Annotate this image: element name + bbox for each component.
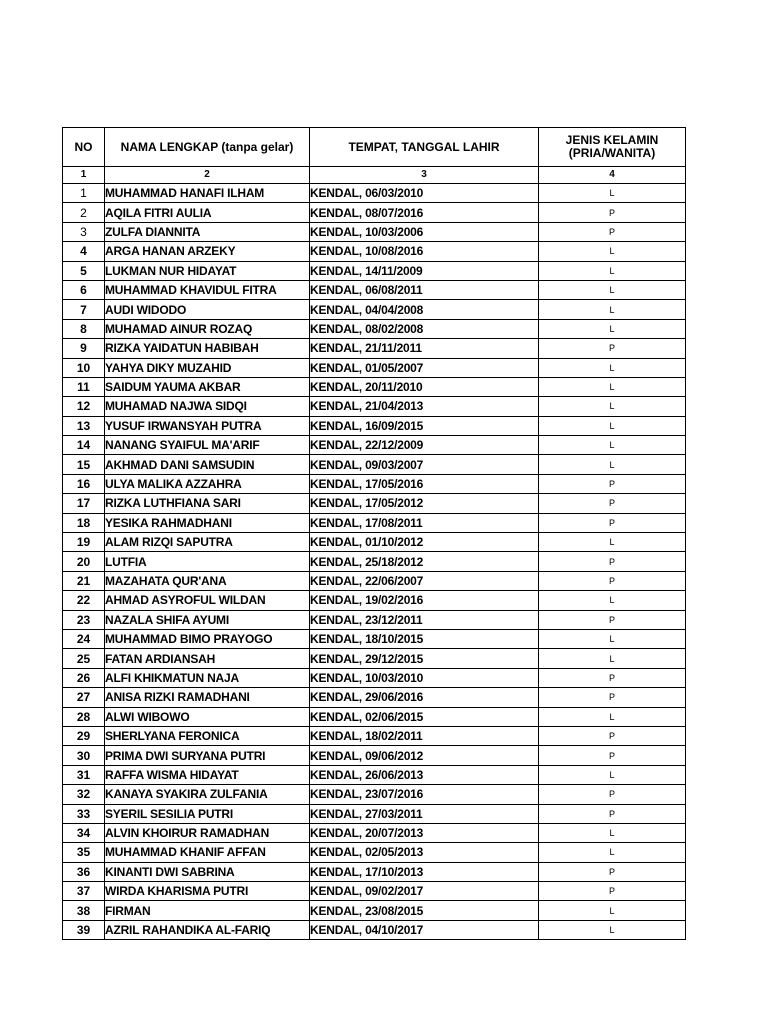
table-row: [63, 280, 686, 299]
table-row: [63, 629, 686, 648]
header-row: [63, 128, 686, 167]
table-row: [63, 203, 686, 222]
table-row: [63, 533, 686, 552]
student-name: AZRIL RAHANDIKA AL-FARIQ: [105, 920, 310, 939]
gender: P: [539, 785, 686, 804]
column-number: 2: [105, 167, 310, 184]
student-name: PRIMA DWI SURYANA PUTRI: [105, 746, 310, 765]
table-row: [63, 358, 686, 377]
header-gender-line1: JENIS KELAMIN: [565, 133, 659, 147]
student-name: AQILA FITRI AULIA: [105, 203, 310, 222]
table-row: [63, 726, 686, 745]
student-name: RIZKA LUTHFIANA SARI: [105, 494, 310, 513]
table-row: [63, 765, 686, 784]
birth-place-date: KENDAL, 01/10/2012: [310, 533, 539, 552]
table-row: [63, 494, 686, 513]
birth-place-date: KENDAL, 18/02/2011: [310, 726, 539, 745]
header-name: NAMA LENGKAP (tanpa gelar): [105, 128, 310, 167]
gender: L: [539, 707, 686, 726]
row-number: 15: [63, 455, 105, 474]
table-row: [63, 397, 686, 416]
gender: P: [539, 474, 686, 493]
table-row: [63, 823, 686, 842]
birth-place-date: KENDAL, 20/11/2010: [310, 377, 539, 396]
table-row: [63, 843, 686, 862]
birth-place-date: KENDAL, 08/07/2016: [310, 203, 539, 222]
student-name: YAHYA DIKY MUZAHID: [105, 358, 310, 377]
student-name: KINANTI DWI SABRINA: [105, 862, 310, 881]
student-name: ALWI WIBOWO: [105, 707, 310, 726]
table-row: [63, 261, 686, 280]
birth-place-date: KENDAL, 09/02/2017: [310, 882, 539, 901]
birth-place-date: KENDAL, 23/07/2016: [310, 785, 539, 804]
row-number: 28: [63, 707, 105, 726]
gender: P: [539, 513, 686, 532]
birth-place-date: KENDAL, 02/06/2015: [310, 707, 539, 726]
birth-place-date: KENDAL, 22/06/2007: [310, 571, 539, 590]
table-row: [63, 455, 686, 474]
gender: L: [539, 591, 686, 610]
birth-place-date: KENDAL, 01/05/2007: [310, 358, 539, 377]
header-birth: TEMPAT, TANGGAL LAHIR: [310, 128, 539, 167]
table-row: [63, 319, 686, 338]
gender: P: [539, 610, 686, 629]
gender: P: [539, 203, 686, 222]
student-name: KANAYA SYAKIRA ZULFANIA: [105, 785, 310, 804]
gender: L: [539, 901, 686, 920]
student-name: FATAN ARDIANSAH: [105, 649, 310, 668]
student-name: ALAM RIZQI SAPUTRA: [105, 533, 310, 552]
gender: P: [539, 746, 686, 765]
student-name: LUTFIA: [105, 552, 310, 571]
header-no: NO: [63, 128, 105, 167]
birth-place-date: KENDAL, 10/08/2016: [310, 242, 539, 261]
student-name: YUSUF IRWANSYAH PUTRA: [105, 416, 310, 435]
column-number: 1: [63, 167, 105, 184]
table-row: [63, 688, 686, 707]
student-name: WIRDA KHARISMA PUTRI: [105, 882, 310, 901]
gender: L: [539, 533, 686, 552]
student-name: SYERIL SESILIA PUTRI: [105, 804, 310, 823]
table-row: [63, 804, 686, 823]
table-row: [63, 668, 686, 687]
row-number: 17: [63, 494, 105, 513]
row-number: 1: [63, 184, 105, 203]
birth-place-date: KENDAL, 18/10/2015: [310, 629, 539, 648]
table-row: [63, 882, 686, 901]
row-number: 22: [63, 591, 105, 610]
table-row: [63, 707, 686, 726]
table-row: [63, 862, 686, 881]
student-name: AHMAD ASYROFUL WILDAN: [105, 591, 310, 610]
student-name: FIRMAN: [105, 901, 310, 920]
row-number: 36: [63, 862, 105, 881]
gender: P: [539, 494, 686, 513]
gender: P: [539, 552, 686, 571]
student-name: MUHAMAD AINUR ROZAQ: [105, 319, 310, 338]
birth-place-date: KENDAL, 14/11/2009: [310, 261, 539, 280]
row-number: 31: [63, 765, 105, 784]
row-number: 2: [63, 203, 105, 222]
birth-place-date: KENDAL, 29/12/2015: [310, 649, 539, 668]
table-row: [63, 436, 686, 455]
student-name: AUDI WIDODO: [105, 300, 310, 319]
birth-place-date: KENDAL, 02/05/2013: [310, 843, 539, 862]
student-name: MUHAMAD NAJWA SIDQI: [105, 397, 310, 416]
gender: L: [539, 319, 686, 338]
birth-place-date: KENDAL, 09/03/2007: [310, 455, 539, 474]
row-number: 24: [63, 629, 105, 648]
gender: P: [539, 668, 686, 687]
row-number: 23: [63, 610, 105, 629]
gender: L: [539, 242, 686, 261]
row-number: 37: [63, 882, 105, 901]
birth-place-date: KENDAL, 10/03/2010: [310, 668, 539, 687]
table-row: [63, 901, 686, 920]
gender: L: [539, 184, 686, 203]
gender: L: [539, 416, 686, 435]
birth-place-date: KENDAL, 04/10/2017: [310, 920, 539, 939]
birth-place-date: KENDAL, 17/05/2016: [310, 474, 539, 493]
birth-place-date: KENDAL, 21/11/2011: [310, 339, 539, 358]
gender: L: [539, 261, 686, 280]
student-name: MAZAHATA QUR'ANA: [105, 571, 310, 590]
row-number: 38: [63, 901, 105, 920]
table-row: [63, 377, 686, 396]
gender: L: [539, 300, 686, 319]
birth-place-date: KENDAL, 21/04/2013: [310, 397, 539, 416]
student-name: YESIKA RAHMADHANI: [105, 513, 310, 532]
gender: P: [539, 571, 686, 590]
gender: P: [539, 804, 686, 823]
gender: L: [539, 629, 686, 648]
row-number: 26: [63, 668, 105, 687]
table-row: [63, 552, 686, 571]
column-number-row: [63, 167, 686, 184]
row-number: 13: [63, 416, 105, 435]
gender: L: [539, 765, 686, 784]
column-number: 4: [539, 167, 686, 184]
birth-place-date: KENDAL, 08/02/2008: [310, 319, 539, 338]
row-number: 7: [63, 300, 105, 319]
table-row: [63, 920, 686, 939]
table-row: [63, 300, 686, 319]
table-row: [63, 222, 686, 241]
table-row: [63, 416, 686, 435]
row-number: 10: [63, 358, 105, 377]
student-name: LUKMAN NUR HIDAYAT: [105, 261, 310, 280]
gender: L: [539, 649, 686, 668]
gender: P: [539, 862, 686, 881]
gender: P: [539, 688, 686, 707]
student-name: NAZALA SHIFA AYUMI: [105, 610, 310, 629]
gender: L: [539, 823, 686, 842]
row-number: 25: [63, 649, 105, 668]
gender: L: [539, 455, 686, 474]
row-number: 12: [63, 397, 105, 416]
birth-place-date: KENDAL, 06/03/2010: [310, 184, 539, 203]
header-gender: [539, 128, 686, 167]
birth-place-date: KENDAL, 04/04/2008: [310, 300, 539, 319]
table-row: [63, 649, 686, 668]
row-number: 3: [63, 222, 105, 241]
row-number: 11: [63, 377, 105, 396]
table-row: [63, 746, 686, 765]
row-number: 33: [63, 804, 105, 823]
birth-place-date: KENDAL, 06/08/2011: [310, 280, 539, 299]
table-row: [63, 339, 686, 358]
row-number: 30: [63, 746, 105, 765]
gender: P: [539, 339, 686, 358]
student-name: SHERLYANA FERONICA: [105, 726, 310, 745]
student-name: ARGA HANAN ARZEKY: [105, 242, 310, 261]
birth-place-date: KENDAL, 16/09/2015: [310, 416, 539, 435]
birth-place-date: KENDAL, 17/05/2012: [310, 494, 539, 513]
row-number: 18: [63, 513, 105, 532]
row-number: 39: [63, 920, 105, 939]
row-number: 21: [63, 571, 105, 590]
table-row: [63, 571, 686, 590]
birth-place-date: KENDAL, 09/06/2012: [310, 746, 539, 765]
birth-place-date: KENDAL, 27/03/2011: [310, 804, 539, 823]
row-number: 14: [63, 436, 105, 455]
row-number: 34: [63, 823, 105, 842]
row-number: 35: [63, 843, 105, 862]
student-name: ALFI KHIKMATUN NAJA: [105, 668, 310, 687]
gender: P: [539, 222, 686, 241]
student-name: MUHAMMAD KHANIF AFFAN: [105, 843, 310, 862]
gender: L: [539, 377, 686, 396]
table-row: [63, 591, 686, 610]
row-number: 4: [63, 242, 105, 261]
gender: P: [539, 726, 686, 745]
row-number: 8: [63, 319, 105, 338]
student-name: ALVIN KHOIRUR RAMADHAN: [105, 823, 310, 842]
student-name: ANISA RIZKI RAMADHANI: [105, 688, 310, 707]
student-name: NANANG SYAIFUL MA'ARIF: [105, 436, 310, 455]
gender: L: [539, 843, 686, 862]
birth-place-date: KENDAL, 19/02/2016: [310, 591, 539, 610]
birth-place-date: KENDAL, 10/03/2006: [310, 222, 539, 241]
student-name: ZULFA DIANNITA: [105, 222, 310, 241]
table-row: [63, 610, 686, 629]
row-number: 16: [63, 474, 105, 493]
row-number: 5: [63, 261, 105, 280]
table-row: [63, 785, 686, 804]
roster-body: [63, 184, 686, 940]
gender: L: [539, 436, 686, 455]
table-row: [63, 184, 686, 203]
row-number: 6: [63, 280, 105, 299]
table-row: [63, 474, 686, 493]
birth-place-date: KENDAL, 29/06/2016: [310, 688, 539, 707]
student-name: MUHAMMAD HANAFI ILHAM: [105, 184, 310, 203]
row-number: 29: [63, 726, 105, 745]
row-number: 20: [63, 552, 105, 571]
birth-place-date: KENDAL, 23/12/2011: [310, 610, 539, 629]
gender: L: [539, 920, 686, 939]
student-name: ULYA MALIKA AZZAHRA: [105, 474, 310, 493]
student-name: AKHMAD DANI SAMSUDIN: [105, 455, 310, 474]
gender: L: [539, 280, 686, 299]
row-number: 27: [63, 688, 105, 707]
column-number: 3: [310, 167, 539, 184]
birth-place-date: KENDAL, 25/18/2012: [310, 552, 539, 571]
student-roster-table: [62, 127, 686, 940]
row-number: 9: [63, 339, 105, 358]
row-number: 19: [63, 533, 105, 552]
header-gender-line2: (PRIA/WANITA): [568, 146, 656, 160]
table-row: [63, 242, 686, 261]
table-row: [63, 513, 686, 532]
birth-place-date: KENDAL, 20/07/2013: [310, 823, 539, 842]
student-name: MUHAMMAD KHAVIDUL FITRA: [105, 280, 310, 299]
student-name: RIZKA YAIDATUN HABIBAH: [105, 339, 310, 358]
birth-place-date: KENDAL, 22/12/2009: [310, 436, 539, 455]
birth-place-date: KENDAL, 17/08/2011: [310, 513, 539, 532]
student-name: RAFFA WISMA HIDAYAT: [105, 765, 310, 784]
row-number: 32: [63, 785, 105, 804]
birth-place-date: KENDAL, 26/06/2013: [310, 765, 539, 784]
student-name: SAIDUM YAUMA AKBAR: [105, 377, 310, 396]
gender: L: [539, 358, 686, 377]
birth-place-date: KENDAL, 23/08/2015: [310, 901, 539, 920]
student-name: MUHAMMAD BIMO PRAYOGO: [105, 629, 310, 648]
gender: P: [539, 882, 686, 901]
birth-place-date: KENDAL, 17/10/2013: [310, 862, 539, 881]
gender: L: [539, 397, 686, 416]
